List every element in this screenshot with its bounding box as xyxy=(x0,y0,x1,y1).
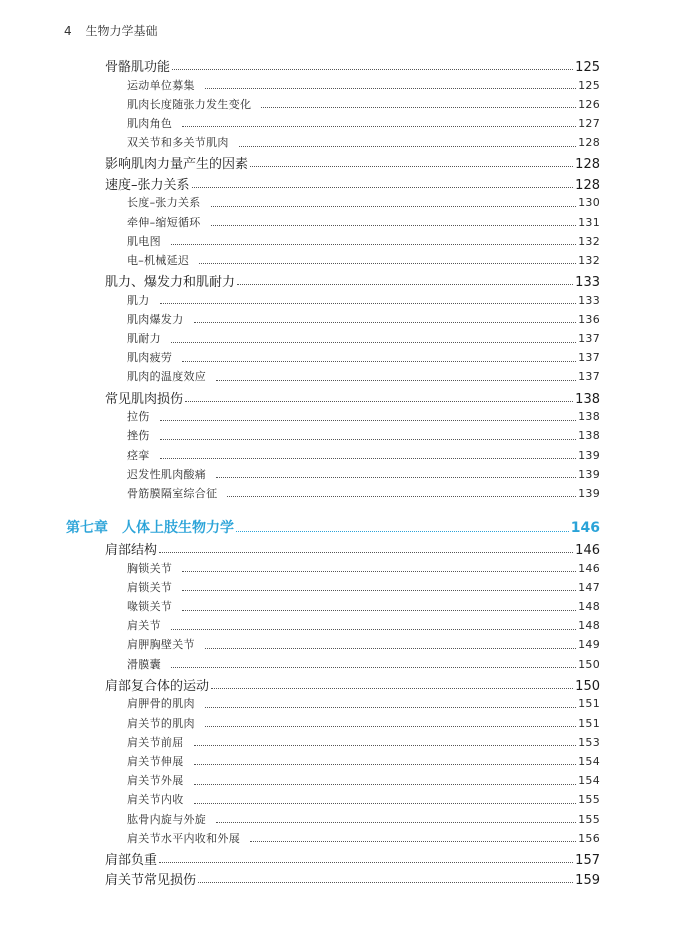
entry-title: 肩关节常见损伤 xyxy=(105,873,197,889)
dot-leader xyxy=(160,420,576,421)
dot-leader xyxy=(211,206,576,207)
subsection-entry[interactable] xyxy=(127,791,600,807)
header-page-number: 4 xyxy=(64,24,72,38)
dot-leader xyxy=(236,531,569,532)
entry-title: 肱骨内旋与外旋 xyxy=(127,812,207,826)
entry-title: 人体上肢生物力学 xyxy=(122,520,234,537)
subsection-entry[interactable] xyxy=(127,330,600,346)
dot-leader xyxy=(171,629,576,630)
entry-page-number: 138 xyxy=(578,410,600,424)
entry-page-number: 146 xyxy=(575,543,600,559)
subsection-entry[interactable] xyxy=(127,715,600,731)
entry-page-number: 150 xyxy=(578,657,600,671)
entry-page-number: 151 xyxy=(578,697,600,711)
dot-leader xyxy=(171,342,576,343)
dot-leader xyxy=(171,244,576,245)
subsection-entry[interactable] xyxy=(127,617,600,633)
entry-title: 喙锁关节 xyxy=(127,600,173,613)
section-entry[interactable] xyxy=(105,271,600,290)
subsection-entry[interactable] xyxy=(127,811,600,827)
entry-page-number: 150 xyxy=(575,678,600,694)
dot-leader xyxy=(239,146,576,147)
entry-title: 肌肉角色 xyxy=(127,116,173,130)
subsection-entry[interactable] xyxy=(127,408,600,424)
subsection-entry[interactable] xyxy=(127,830,600,846)
entry-title: 肩胛胸壁关节 xyxy=(127,638,195,652)
entry-title: 拉伤 xyxy=(127,410,150,424)
entry-title: 牵伸–缩短循环 xyxy=(127,215,201,229)
subsection-entry[interactable] xyxy=(127,194,600,210)
dot-leader xyxy=(194,745,577,746)
entry-title: 肩部复合体的运动 xyxy=(105,678,210,694)
entry-title: 胸锁关节 xyxy=(127,561,173,575)
entry-page-number: 154 xyxy=(578,774,600,788)
entry-page-number: 133 xyxy=(575,275,600,291)
entry-page-number: 146 xyxy=(570,520,600,537)
section-entry[interactable] xyxy=(105,174,600,193)
dot-leader xyxy=(194,764,577,765)
subsection-entry[interactable] xyxy=(127,214,600,230)
dot-leader xyxy=(182,610,576,611)
subsection-entry[interactable] xyxy=(127,115,600,131)
subsection-entry[interactable] xyxy=(127,349,600,365)
dot-leader xyxy=(205,648,576,649)
subsection-entry[interactable] xyxy=(127,447,600,463)
entry-title: 运动单位募集 xyxy=(127,78,195,92)
dot-leader xyxy=(182,590,576,591)
subsection-entry[interactable] xyxy=(127,598,600,614)
entry-title: 常见肌肉损伤 xyxy=(105,391,184,407)
entry-page-number: 139 xyxy=(578,486,600,500)
entry-title: 肌电图 xyxy=(127,234,161,248)
dot-leader xyxy=(182,126,576,127)
entry-title: 肩关节前屈 xyxy=(127,735,184,749)
dot-leader xyxy=(205,726,576,727)
header-book-title: 生物力学基础 xyxy=(85,24,158,38)
entry-page-number: 151 xyxy=(578,716,600,730)
section-entry[interactable] xyxy=(105,388,600,407)
dot-leader xyxy=(250,841,576,842)
entry-title: 肩锁关节 xyxy=(127,580,173,594)
dot-leader xyxy=(205,707,576,708)
dot-leader xyxy=(172,69,573,70)
entry-title: 肩胛骨的肌肉 xyxy=(127,697,195,711)
dot-leader xyxy=(194,784,577,785)
entry-title: 骨骼肌功能 xyxy=(105,60,171,75)
entry-page-number: 149 xyxy=(578,638,600,652)
entry-page-number: 130 xyxy=(578,196,600,210)
subsection-entry[interactable] xyxy=(127,772,600,788)
entry-page-number: 155 xyxy=(578,812,600,826)
subsection-entry[interactable] xyxy=(127,734,600,750)
dot-leader xyxy=(216,380,576,381)
dot-leader xyxy=(261,107,576,108)
entry-title: 速度–张力关系 xyxy=(105,177,190,193)
entry-page-number: 132 xyxy=(578,234,600,248)
dot-leader xyxy=(205,88,576,89)
chapter-number: 第七章 xyxy=(66,520,108,537)
subsection-entry[interactable] xyxy=(127,485,600,501)
entry-title: 肌肉疲劳 xyxy=(127,351,173,365)
dot-leader xyxy=(160,458,576,459)
dot-leader xyxy=(198,882,573,883)
subsection-entry[interactable] xyxy=(127,292,600,308)
dot-leader xyxy=(159,552,573,553)
section-entry[interactable] xyxy=(105,849,600,868)
entry-title: 肩关节的肌肉 xyxy=(127,716,195,730)
dot-leader xyxy=(182,361,576,362)
dot-leader xyxy=(182,571,576,572)
section-entry[interactable] xyxy=(105,153,600,172)
entry-page-number: 137 xyxy=(578,370,600,384)
dot-leader xyxy=(211,688,573,689)
entry-page-number: 146 xyxy=(578,561,600,575)
dot-leader xyxy=(199,263,576,264)
dot-leader xyxy=(171,667,576,668)
entry-title: 长度–张力关系 xyxy=(127,196,201,210)
entry-title: 影响肌肉力量产生的因素 xyxy=(105,157,249,173)
dot-leader xyxy=(227,496,576,497)
subsection-entry[interactable] xyxy=(127,656,600,672)
subsection-entry[interactable] xyxy=(127,579,600,595)
entry-title: 挫伤 xyxy=(127,429,150,443)
entry-title: 肌肉长度随张力发生变化 xyxy=(127,97,252,111)
entry-page-number: 128 xyxy=(578,136,600,150)
entry-page-number: 138 xyxy=(575,391,600,407)
entry-title: 迟发性肌肉酸痛 xyxy=(127,467,207,481)
dot-leader xyxy=(160,303,576,304)
entry-title: 肌力 xyxy=(127,293,150,307)
entry-page-number: 128 xyxy=(575,157,600,173)
entry-page-number: 148 xyxy=(578,619,600,633)
subsection-entry[interactable] xyxy=(127,368,600,384)
dot-leader xyxy=(192,187,574,188)
chapter-entry[interactable] xyxy=(66,517,600,537)
entry-page-number: 125 xyxy=(575,60,600,75)
dot-leader xyxy=(250,166,573,167)
entry-page-number: 154 xyxy=(578,754,600,768)
entry-page-number: 126 xyxy=(578,97,600,111)
dot-leader xyxy=(216,822,576,823)
entry-page-number: 137 xyxy=(578,351,600,365)
entry-page-number: 132 xyxy=(578,253,600,267)
subsection-entry[interactable] xyxy=(127,560,600,576)
entry-page-number: 153 xyxy=(578,735,600,749)
entry-page-number: 125 xyxy=(578,78,600,92)
dot-leader xyxy=(194,322,577,323)
subsection-entry[interactable] xyxy=(127,252,600,268)
entry-title: 肌肉的温度效应 xyxy=(127,370,207,384)
subsection-entry[interactable] xyxy=(127,753,600,769)
subsection-entry[interactable] xyxy=(127,77,600,93)
entry-title: 肩关节内收 xyxy=(127,793,184,807)
subsection-entry[interactable] xyxy=(127,96,600,112)
entry-title: 痉挛 xyxy=(127,448,150,462)
subsection-entry[interactable] xyxy=(127,695,600,711)
entry-page-number: 136 xyxy=(578,312,600,326)
entry-title: 滑膜囊 xyxy=(127,657,161,671)
dot-leader xyxy=(160,439,576,440)
entry-page-number: 147 xyxy=(578,580,600,594)
subsection-entry[interactable] xyxy=(127,427,600,443)
entry-title: 肌耐力 xyxy=(127,332,161,345)
entry-title: 肩关节水平内收和外展 xyxy=(127,831,240,845)
section-entry[interactable] xyxy=(105,869,600,888)
subsection-entry[interactable] xyxy=(127,233,600,249)
entry-title: 肩部结构 xyxy=(105,543,158,559)
dot-leader xyxy=(211,225,576,226)
section-entry[interactable] xyxy=(105,56,600,75)
entry-title: 肩关节伸展 xyxy=(127,754,184,768)
entry-title: 肩关节外展 xyxy=(127,774,184,788)
entry-title: 肩部负重 xyxy=(105,852,158,868)
entry-page-number: 133 xyxy=(578,293,600,307)
subsection-entry[interactable] xyxy=(127,134,600,150)
entry-title: 电–机械延迟 xyxy=(127,253,190,267)
section-entry[interactable] xyxy=(105,539,600,558)
dot-leader xyxy=(237,284,573,285)
dot-leader xyxy=(159,862,573,863)
entry-page-number: 139 xyxy=(578,448,600,462)
section-entry[interactable] xyxy=(105,675,600,694)
entry-page-number: 157 xyxy=(575,852,600,868)
entry-page-number: 131 xyxy=(578,215,600,229)
entry-page-number: 159 xyxy=(575,873,600,889)
entry-title: 骨筋膜隔室综合征 xyxy=(127,486,218,500)
running-header xyxy=(64,22,157,39)
entry-page-number: 128 xyxy=(575,177,600,193)
entry-title: 肩关节 xyxy=(127,619,161,633)
entry-page-number: 127 xyxy=(578,116,600,130)
subsection-entry[interactable] xyxy=(127,636,600,652)
subsection-entry[interactable] xyxy=(127,311,600,327)
entry-page-number: 156 xyxy=(578,831,600,845)
entry-title: 肌肉爆发力 xyxy=(127,312,184,326)
dot-leader xyxy=(185,401,573,402)
entry-page-number: 139 xyxy=(578,467,600,481)
entry-page-number: 148 xyxy=(578,600,600,613)
entry-page-number: 137 xyxy=(578,332,600,345)
entry-page-number: 138 xyxy=(578,429,600,443)
entry-page-number: 155 xyxy=(578,793,600,807)
entry-title: 双关节和多关节肌肉 xyxy=(127,136,229,150)
entry-title: 肌力、爆发力和肌耐力 xyxy=(105,275,236,291)
subsection-entry[interactable] xyxy=(127,466,600,482)
dot-leader xyxy=(194,803,577,804)
dot-leader xyxy=(216,477,576,478)
